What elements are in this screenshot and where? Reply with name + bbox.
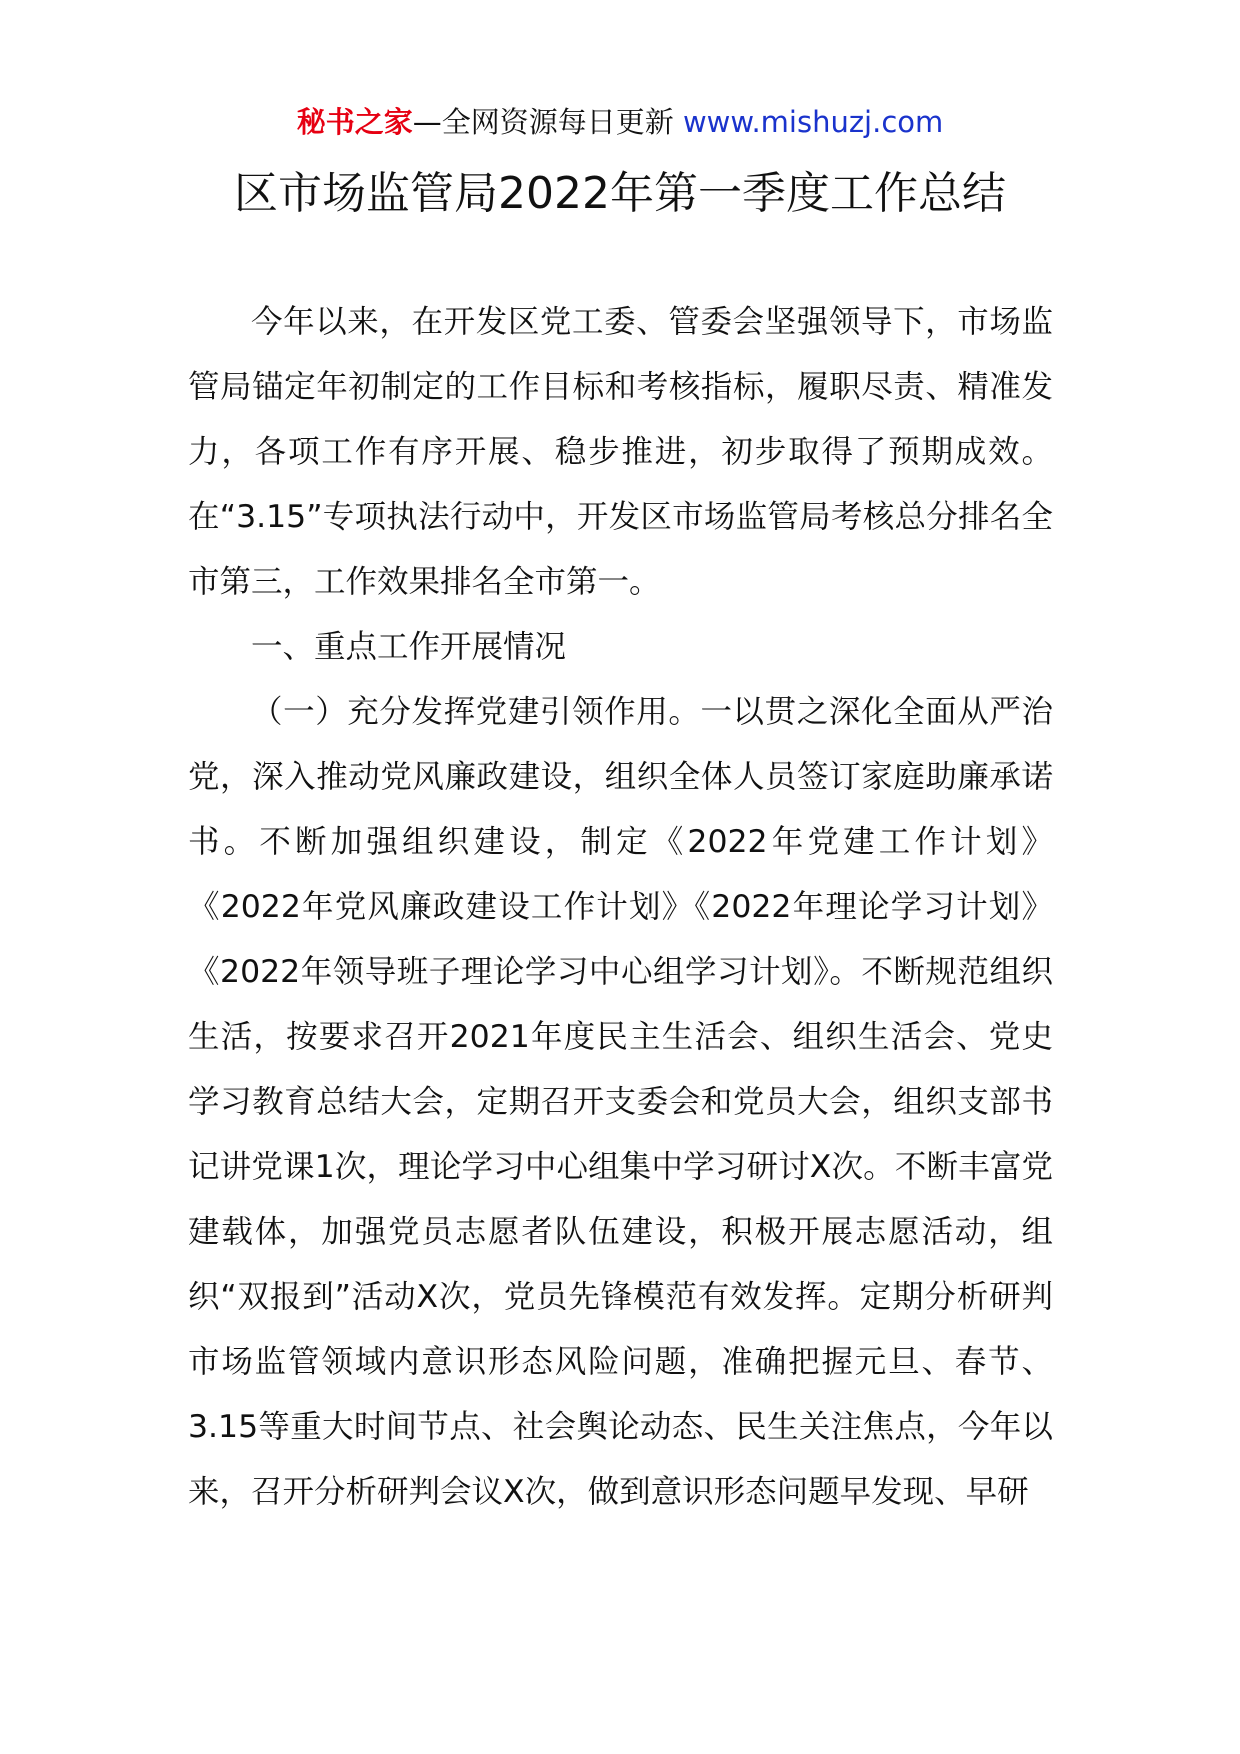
site-url-link[interactable]: www.mishuzj.com — [682, 105, 944, 139]
party-building-paragraph: （一）充分发挥党建引领作用。一以贯之深化全面从严治党，深入推动党风廉政建设，组织全体人员签订家庭助廉承诺书。不断加强组织建设，制定《2022年党建工作计划》《2022年党风廉政建设工作计划》《2022年理论学习计划》《2022年领导班子理论学习中心组学习计划》。不断规范组织生活，按要求召开2021年度民主生活会、组织生活会、党史学习教育总结大会，定期召开支委会和党员大会，组织支部书记讲党课1次，理论学习中心组集中学习研讨X次。不断丰富党建载体，加强党员志愿者队伍建设，积极开展志愿活动，组织“双报到”活动X次，党员先锋模范有效发挥。定期分析研判市场监管领域内意识形态风险问题，准确把握元旦、春节、3.15等重大时间节点、社会舆论动态、民生关注焦点，今年以来，召开分析研判会议X次，做到意识形态问题早发现、早研 — [188, 694, 1053, 1510]
site-header — [0, 100, 1240, 144]
brand-name: 秘书之家 — [296, 105, 413, 139]
header-tagline: —全网资源每日更新 — [412, 105, 674, 139]
intro-paragraph: 今年以来，在开发区党工委、管委会坚强领导下，市场监管局锚定年初制定的工作目标和考核指标，履职尽责、精准发力，各项工作有序开展、稳步推进，初步取得了预期成效。在“3.15”专项执法行动中，开发区市场监管局考核总分排名全市第三，工作效果排名全市第一。 — [188, 304, 1053, 600]
document-title: 区市场监管局2022年第一季度工作总结 — [234, 168, 1006, 219]
document-body — [188, 290, 1053, 1525]
section-heading: 一、重点工作开展情况 — [251, 629, 567, 665]
